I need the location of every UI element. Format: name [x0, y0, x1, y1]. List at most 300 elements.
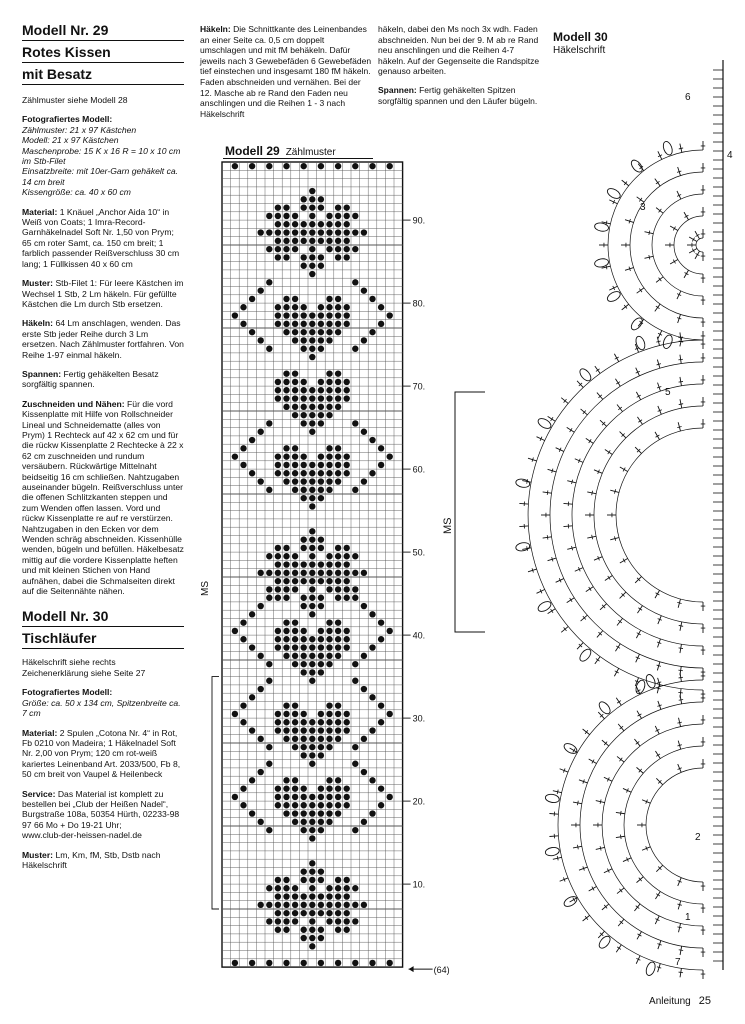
filled-cell — [361, 429, 367, 435]
row-number-label: 5 — [665, 387, 671, 398]
filled-cell — [266, 279, 272, 285]
stitch-mark — [596, 659, 600, 662]
filled-cell — [283, 960, 289, 966]
filled-cell — [292, 910, 298, 916]
stitch-mark — [519, 503, 528, 504]
filled-cell — [283, 570, 289, 576]
filled-cell — [309, 727, 315, 733]
stitch-mark — [616, 646, 620, 648]
stitch-mark — [557, 856, 558, 860]
picot-petal — [536, 417, 552, 431]
filled-cell — [240, 462, 246, 468]
filled-cell — [344, 711, 350, 717]
filled-cell — [301, 337, 307, 343]
filled-cell — [318, 254, 324, 260]
filled-cell — [249, 960, 255, 966]
filled-cell — [283, 902, 289, 908]
stitch-mark — [639, 288, 642, 292]
filled-cell — [283, 636, 289, 642]
filled-cell — [326, 487, 332, 493]
stitch-mark — [615, 644, 620, 652]
filled-cell — [344, 785, 350, 791]
filled-cell — [326, 246, 332, 252]
stitch-mark — [678, 670, 682, 671]
filled-cell — [249, 163, 255, 169]
filled-cell — [344, 578, 350, 584]
filled-cell — [318, 238, 324, 244]
filled-cell — [232, 794, 238, 800]
stitch-mark — [567, 427, 575, 432]
filled-cell — [301, 910, 307, 916]
filled-cell — [275, 453, 281, 459]
filled-cell — [275, 221, 281, 227]
filled-cell — [292, 902, 298, 908]
model30-material: Material: 2 Spulen „Cotona Nr. 4“ in Rot, Fb 0210 von Madeira; 1 Häkelnadel Soft Nr. 2,00 von Prym; 120 cm rot-weiß kariertes Leinenband Art. 2033/500, Fb 8, 50 cm breit von Vaupel & Heilenbeck — [22, 727, 181, 780]
filled-cell — [275, 802, 281, 808]
filled-cell — [309, 736, 315, 742]
model29-material: Material: 1 Knäuel „Anchor Aida 10“ in Weiß von Coats; 1 Imra-Record-Garnhäkelnadel Soft Nr. 1,50 von Prym; 65 cm roter Samt, ca. 150 cm breit; 1 farblich passender Reißverschluss 30 cm lang; 1 Füllkissen 40 x 60 cm — [22, 206, 180, 269]
filled-cell — [275, 794, 281, 800]
filled-cell — [301, 387, 307, 393]
filled-cell — [292, 570, 298, 576]
filled-cell — [309, 611, 315, 617]
filled-cell — [292, 819, 298, 825]
filled-cell — [292, 802, 298, 808]
stitch-mark — [519, 526, 528, 527]
filled-cell — [232, 163, 238, 169]
row-number-label: 7 — [675, 957, 681, 968]
filled-cell — [292, 395, 298, 401]
filled-cell — [275, 246, 281, 252]
filled-cell — [275, 785, 281, 791]
filled-cell — [309, 661, 315, 667]
filled-cell — [232, 711, 238, 717]
stitch-mark — [639, 198, 642, 202]
filled-cell — [266, 246, 272, 252]
filled-cell — [318, 470, 324, 476]
chart29-title: Modell 29 Zählmuster — [225, 144, 336, 158]
filled-cell — [283, 296, 289, 302]
filled-cell — [258, 686, 264, 692]
filled-cell — [387, 711, 393, 717]
filled-cell — [301, 254, 307, 260]
filled-cell — [301, 628, 307, 634]
picot-petal — [515, 478, 530, 488]
filled-cell — [318, 570, 324, 576]
filled-cell — [301, 453, 307, 459]
filled-cell — [335, 246, 341, 252]
filled-cell — [326, 736, 332, 742]
stitch-mark — [617, 888, 624, 894]
stitch-mark — [637, 606, 642, 613]
filled-cell — [326, 387, 332, 393]
filled-cell — [292, 586, 298, 592]
filled-cell — [352, 744, 358, 750]
filled-cell — [283, 711, 289, 717]
filled-cell — [335, 462, 341, 468]
filled-cell — [344, 644, 350, 650]
stitch-mark — [563, 503, 572, 504]
filled-cell — [326, 578, 332, 584]
filled-cell — [301, 478, 307, 484]
filled-cell — [258, 570, 264, 576]
filled-cell — [309, 810, 315, 816]
stitch-mark — [617, 947, 621, 950]
filled-cell — [283, 595, 289, 601]
model30-heading-2: Tischläufer — [22, 630, 97, 647]
filled-cell — [352, 346, 358, 352]
filled-cell — [301, 578, 307, 584]
filled-cell — [283, 785, 289, 791]
stitch-mark — [656, 306, 660, 309]
row-tick-label: 20. — [412, 796, 426, 807]
model30-haekeln: Häkeln: Die Schnittkante des Leinenbandes an einer Seite ca. 0,5 cm doppelt umschlagen und mit fM behäkeln. Dafür jeweils nach 3 Gewebefäden 6 Gewebefäden tief einstechen und insgesamt 180 fM häkeln. Faden abschneiden und vernähen. Bei der 12. Masche ab re Rand den Faden neu anschlingen und die Reihen 1 - 3 nach Häkelschrift — [200, 24, 372, 119]
filled-cell — [283, 254, 289, 260]
filled-cell — [335, 221, 341, 227]
stitch-mark — [608, 450, 611, 454]
filled-cell — [335, 802, 341, 808]
filled-cell — [309, 470, 315, 476]
filled-cell — [309, 404, 315, 410]
filled-cell — [309, 868, 315, 874]
filled-cell — [335, 619, 341, 625]
filled-cell — [292, 794, 298, 800]
model30-heading-1: Modell Nr. 30 — [22, 608, 109, 625]
stitch-mark — [600, 799, 601, 803]
filled-cell — [301, 163, 307, 169]
filled-cell — [318, 495, 324, 501]
filled-cell — [283, 163, 289, 169]
filled-cell — [283, 802, 289, 808]
filled-cell — [326, 462, 332, 468]
filled-cell — [326, 229, 332, 235]
filled-cell — [249, 777, 255, 783]
filled-cell — [283, 395, 289, 401]
filled-cell — [309, 271, 315, 277]
filled-cell — [266, 487, 272, 493]
filled-cell — [309, 893, 315, 899]
filled-cell — [292, 644, 298, 650]
stitch-mark — [563, 526, 572, 527]
stitch-mark — [615, 379, 620, 387]
filled-cell — [335, 570, 341, 576]
filled-cell — [301, 644, 307, 650]
stitch-mark — [549, 813, 558, 814]
photo-line: Kissengröße: ca. 40 x 60 cm — [22, 187, 131, 198]
model30-spannen: Spannen: Fertig gehäkelten Spitzen sorgfältig spannen und den Läufer bügeln. — [378, 84, 538, 106]
filled-cell — [275, 595, 281, 601]
filled-cell — [344, 387, 350, 393]
stitch-mark — [636, 877, 643, 883]
stitch-mark — [586, 438, 594, 443]
filled-cell — [283, 927, 289, 933]
filled-cell — [292, 312, 298, 318]
filled-cell — [352, 420, 358, 426]
filled-cell — [344, 238, 350, 244]
filled-cell — [318, 412, 324, 418]
filled-cell — [318, 536, 324, 542]
scallop-arc — [616, 428, 703, 602]
filled-cell — [326, 561, 332, 567]
filled-cell — [335, 910, 341, 916]
filled-cell — [275, 321, 281, 327]
filled-cell — [275, 636, 281, 642]
filled-cell — [335, 885, 341, 891]
filled-cell — [309, 561, 315, 567]
filled-cell — [283, 478, 289, 484]
filled-cell — [266, 595, 272, 601]
filled-cell — [275, 570, 281, 576]
stitch-mark — [656, 865, 662, 871]
filled-cell — [335, 702, 341, 708]
filled-cell — [283, 810, 289, 816]
filled-cell — [292, 221, 298, 227]
stitch-mark — [551, 417, 553, 421]
filled-cell — [275, 395, 281, 401]
filled-cell — [283, 736, 289, 742]
filled-cell — [240, 802, 246, 808]
filled-cell — [335, 893, 341, 899]
filled-cell — [301, 204, 307, 210]
filled-cell — [309, 570, 315, 576]
filled-cell — [292, 711, 298, 717]
filled-cell — [344, 229, 350, 235]
filled-cell — [292, 329, 298, 335]
filled-cell — [378, 719, 384, 725]
stitch-mark — [547, 490, 548, 494]
ms-bracket — [455, 392, 485, 632]
filled-cell — [318, 462, 324, 468]
filled-cell — [309, 761, 315, 767]
filled-cell — [309, 429, 315, 435]
filled-cell — [326, 910, 332, 916]
filled-cell — [352, 279, 358, 285]
filled-cell — [309, 653, 315, 659]
filled-cell — [335, 312, 341, 318]
stitch-mark — [638, 420, 642, 423]
filled-cell — [335, 229, 341, 235]
filled-cell — [275, 644, 281, 650]
filled-cell — [352, 570, 358, 576]
filled-cell — [369, 960, 375, 966]
filled-cell — [309, 902, 315, 908]
filled-cell — [335, 736, 341, 742]
filled-cell — [301, 719, 307, 725]
filled-cell — [344, 885, 350, 891]
filled-cell — [318, 827, 324, 833]
filled-cell — [335, 918, 341, 924]
picot-petal — [645, 673, 657, 689]
filled-cell — [335, 238, 341, 244]
filled-cell — [318, 661, 324, 667]
scallop-arc — [696, 238, 703, 252]
filled-cell — [326, 296, 332, 302]
filled-cell — [378, 636, 384, 642]
stitch-mark — [572, 480, 573, 484]
filled-cell — [326, 412, 332, 418]
filled-cell — [344, 910, 350, 916]
stitch-mark — [678, 359, 682, 360]
stitch-mark — [605, 576, 612, 581]
stitch-mark — [608, 576, 611, 580]
filled-cell — [266, 570, 272, 576]
filled-cell — [335, 304, 341, 310]
filled-cell — [309, 927, 315, 933]
filled-cell — [318, 487, 324, 493]
stitch-mark — [617, 701, 621, 704]
filled-cell — [352, 827, 358, 833]
filled-cell — [240, 304, 246, 310]
filled-cell — [283, 777, 289, 783]
filled-cell — [369, 777, 375, 783]
filled-cell — [301, 827, 307, 833]
filled-cell — [275, 719, 281, 725]
filled-cell — [292, 462, 298, 468]
filled-cell — [283, 445, 289, 451]
filled-cell — [361, 819, 367, 825]
stitch-mark — [635, 577, 641, 583]
row-tick-label: 50. — [412, 547, 426, 558]
filled-cell — [318, 960, 324, 966]
stitch-mark — [649, 231, 650, 235]
filled-cell — [292, 561, 298, 567]
filled-cell — [309, 719, 315, 725]
row-tick-label: 60. — [412, 464, 426, 475]
filled-cell — [249, 437, 255, 443]
filled-cell — [301, 935, 307, 941]
filled-cell — [283, 238, 289, 244]
stitch-mark — [620, 835, 621, 839]
stitch-mark — [622, 180, 629, 186]
filled-cell — [369, 727, 375, 733]
middle-column-text — [200, 24, 372, 127]
divider — [22, 626, 184, 627]
filled-cell — [361, 736, 367, 742]
model30-haekeln-cont: häkeln, dabei den Ms noch 3x wdh. Faden abschneiden. Nun bei der 9. M ab re Rand neu anschlingen und die Reihen 4-7 häkeln. Auf der Gegenseite die Randspitze genauso arbeiten. — [378, 24, 540, 77]
row-tick-label: 70. — [412, 381, 426, 392]
stitch-mark — [586, 587, 594, 592]
filled-cell — [318, 935, 324, 941]
picot-petal — [545, 846, 560, 856]
filled-cell — [335, 395, 341, 401]
filled-cell — [378, 619, 384, 625]
stitch-mark — [592, 491, 593, 495]
filled-cell — [275, 578, 281, 584]
filled-cell — [266, 163, 272, 169]
filled-cell — [335, 595, 341, 601]
filled-cell — [266, 229, 272, 235]
filled-cell — [283, 246, 289, 252]
filled-cell — [352, 487, 358, 493]
stitch-mark — [634, 739, 640, 746]
filled-cell — [249, 611, 255, 617]
filled-cell — [292, 619, 298, 625]
filled-cell — [326, 744, 332, 750]
filled-cell — [309, 478, 315, 484]
filled-cell — [335, 296, 341, 302]
filled-cell — [309, 246, 315, 252]
model30-intro: Häkelschrift siehe rechts Zeichenerklärung siehe Seite 27 — [22, 657, 146, 678]
filled-cell — [344, 254, 350, 260]
filled-cell — [301, 545, 307, 551]
stitch-mark — [605, 449, 612, 454]
filled-cell — [275, 379, 281, 385]
filled-cell — [249, 329, 255, 335]
row-number-label: 3 — [640, 202, 646, 213]
filled-cell — [335, 719, 341, 725]
filled-cell — [326, 810, 332, 816]
model30-muster: Muster: Lm, Km, fM, Stb, Dstb nach Häkelschrift — [22, 849, 161, 870]
stitch-mark — [677, 426, 681, 427]
stitch-mark — [570, 598, 572, 602]
filled-cell — [335, 578, 341, 584]
stitch-mark — [600, 604, 607, 610]
filled-cell — [309, 503, 315, 509]
filled-cell — [301, 346, 307, 352]
filled-cell — [318, 395, 324, 401]
filled-cell — [335, 785, 341, 791]
stitch-mark — [583, 729, 590, 735]
stitch-mark — [551, 609, 553, 613]
filled-cell — [283, 404, 289, 410]
filled-cell — [318, 420, 324, 426]
filled-cell — [275, 711, 281, 717]
filled-cell — [309, 545, 315, 551]
filled-cell — [318, 453, 324, 459]
model29-haekeln: Häkeln: 64 Lm anschlagen, wenden. Das erste Stb jeder Reihe durch 3 Lm ersetzen. Nach Zählmuster fortfahren. Von Reihe 1-97 einmal häkeln. — [22, 318, 184, 360]
filled-cell — [318, 910, 324, 916]
filled-cell — [361, 603, 367, 609]
filled-cell — [283, 553, 289, 559]
filled-cell — [326, 711, 332, 717]
filled-cell — [275, 902, 281, 908]
filled-cell — [275, 470, 281, 476]
filled-cell — [258, 769, 264, 775]
stitch-mark — [597, 631, 603, 638]
filled-cell — [283, 586, 289, 592]
filled-cell — [301, 819, 307, 825]
filled-cell — [387, 628, 393, 634]
stitch-mark — [618, 724, 624, 731]
filled-cell — [344, 553, 350, 559]
stitch-mark — [677, 602, 681, 603]
filled-cell — [301, 395, 307, 401]
filled-cell — [335, 545, 341, 551]
filled-cell — [309, 263, 315, 269]
filled-cell — [318, 719, 324, 725]
filled-cell — [266, 918, 272, 924]
filled-cell — [335, 902, 341, 908]
filled-cell — [352, 918, 358, 924]
filled-cell — [318, 644, 324, 650]
filled-cell — [292, 404, 298, 410]
filled-cell — [318, 603, 324, 609]
filled-cell — [292, 478, 298, 484]
row-tick-label: 40. — [412, 630, 426, 641]
filled-cell — [301, 669, 307, 675]
service-link[interactable]: www.club-der-heissen-nadel.de — [22, 830, 142, 841]
filled-cell — [326, 370, 332, 376]
stitch-mark — [595, 657, 600, 664]
filled-cell — [335, 453, 341, 459]
picot-petal — [606, 187, 622, 201]
stitch-mark — [614, 489, 615, 493]
filled-cell — [344, 719, 350, 725]
filled-cell — [335, 321, 341, 327]
stitch-mark — [598, 931, 604, 938]
filled-cell — [309, 420, 315, 426]
filled-cell — [344, 321, 350, 327]
